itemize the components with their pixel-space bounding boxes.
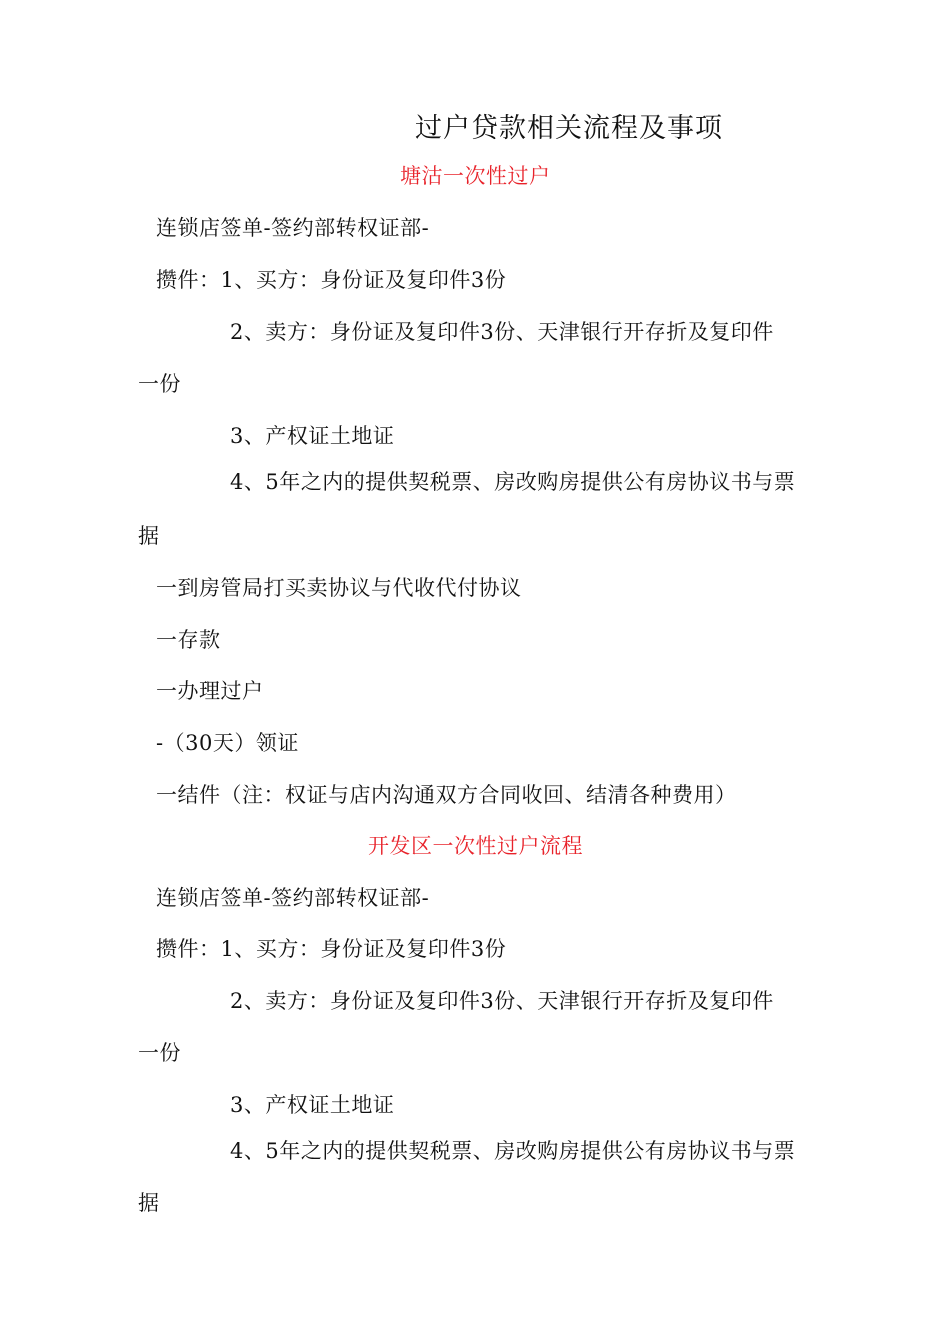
text-line: 4、5年之内的提供契税票、房改购房提供公有房协议书与票	[230, 470, 796, 494]
text-line: 一到房管局打买卖协议与代收代付协议	[156, 576, 522, 600]
text-line: 4、5年之内的提供契税票、房改购房提供公有房协议书与票	[230, 1139, 796, 1163]
text-line: 2、卖方：身份证及复印件3份、天津银行开存折及复印件	[230, 989, 774, 1013]
text-line: 一份	[138, 1041, 181, 1065]
text-line: 据	[138, 524, 160, 548]
text-line: -（30天）领证	[156, 731, 299, 755]
text-line: 一办理过户	[156, 679, 264, 703]
section-heading-kaifaqu: 开发区一次性过户流程	[368, 834, 583, 858]
text-line: 一份	[138, 372, 181, 396]
text-line: 据	[138, 1191, 160, 1215]
text-line: 3、产权证土地证	[230, 424, 395, 448]
text-line: 攒件：1、买方：身份证及复印件3份	[156, 937, 507, 961]
text-line: 一存款	[156, 628, 221, 652]
text-line: 3、产权证土地证	[230, 1093, 395, 1117]
text-line: 一结件（注：权证与店内沟通双方合同收回、结清各种费用）	[156, 783, 737, 807]
section-heading-tanggu: 塘沽一次性过户	[400, 164, 551, 188]
text-line: 连锁店签单-签约部转权证部-	[156, 216, 430, 240]
text-line: 连锁店签单-签约部转权证部-	[156, 886, 430, 910]
text-line: 2、卖方：身份证及复印件3份、天津银行开存折及复印件	[230, 320, 774, 344]
text-line: 攒件：1、买方：身份证及复印件3份	[156, 268, 507, 292]
document-title: 过户贷款相关流程及事项	[415, 113, 723, 144]
